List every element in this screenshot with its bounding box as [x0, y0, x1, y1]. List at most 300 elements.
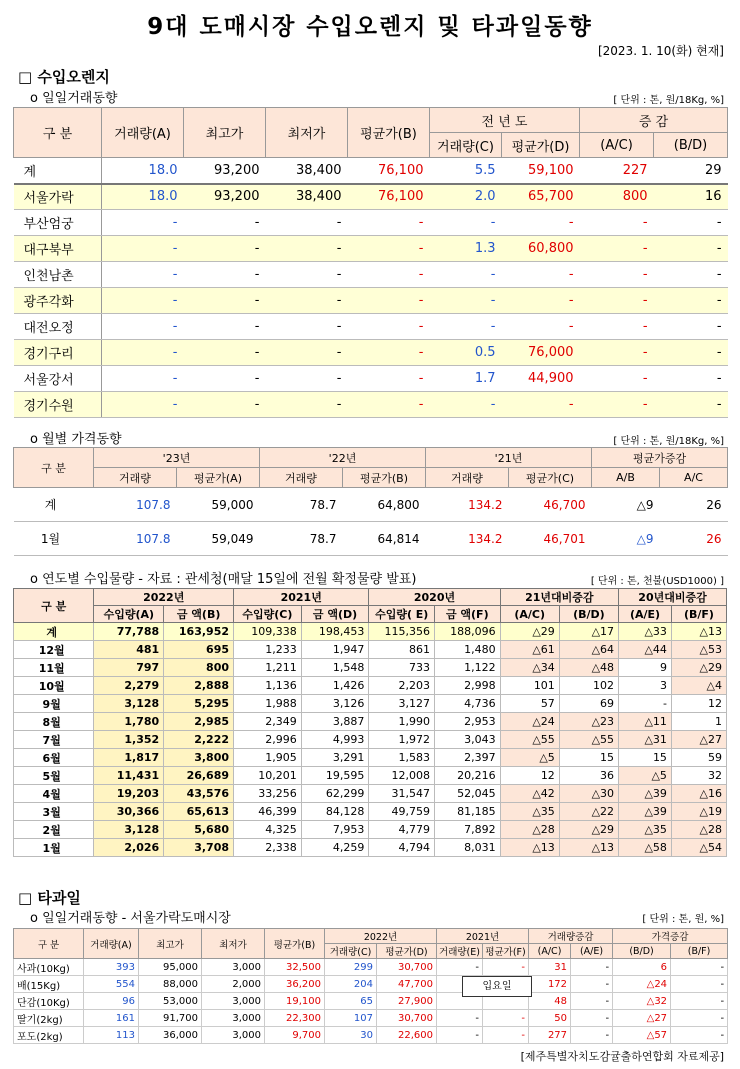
th-prev-year: 전 년 도 [430, 108, 580, 133]
table-cell: - [502, 392, 580, 418]
table-cell: 481 [94, 641, 164, 659]
row-label: 7월 [14, 731, 94, 749]
table-cell: 1,972 [369, 731, 435, 749]
th4-category: 구 분 [14, 929, 84, 959]
th2-category: 구 분 [14, 448, 94, 488]
unit-label-4: [ 단위 : 톤, 원, %] [642, 914, 724, 925]
table-cell: 26 [660, 488, 728, 522]
th2-avg-change: 평균가증감 [592, 448, 728, 468]
th3-2020: 2020년 [369, 589, 500, 606]
row-label: 1월 [14, 839, 94, 857]
table-cell: 26,689 [164, 767, 234, 785]
table-row [14, 785, 727, 803]
table-cell: △55 [500, 731, 559, 749]
table-cell: 77,788 [94, 623, 164, 641]
table-cell: 30,700 [377, 1010, 437, 1027]
table-cell: 12 [671, 695, 726, 713]
table-cell: 7,953 [301, 821, 369, 839]
table-cell: - [266, 340, 348, 366]
table-cell: 49,759 [369, 803, 435, 821]
table-cell: 47,700 [377, 976, 437, 993]
table-cell: 32 [671, 767, 726, 785]
table-cell: △24 [613, 976, 671, 993]
table-cell: - [102, 236, 184, 262]
table-cell: 1,817 [94, 749, 164, 767]
table-cell: 84,128 [301, 803, 369, 821]
table-cell: - [184, 314, 266, 340]
table-cell: 93,200 [184, 158, 266, 184]
table-cell: 3 [619, 677, 672, 695]
table-cell: △39 [619, 785, 672, 803]
table-cell: 30,700 [377, 959, 437, 976]
table-cell: 1,780 [94, 713, 164, 731]
th-ratio-ac: (A/C) [580, 133, 654, 158]
table-cell: - [483, 959, 529, 976]
table-cell: 16 [654, 184, 728, 210]
table-cell: - [502, 262, 580, 288]
table-cell: △13 [671, 623, 726, 641]
table-row [14, 767, 727, 785]
table-row [14, 713, 727, 731]
table-cell: 33,256 [234, 785, 302, 803]
th-category: 구 분 [14, 108, 102, 158]
table-cell: - [266, 392, 348, 418]
orange-monthly-table [13, 447, 728, 556]
table-cell: 4,736 [435, 695, 501, 713]
table-cell: 95,000 [139, 959, 202, 976]
table-cell: 107 [325, 1010, 377, 1027]
orange-import-table [13, 588, 727, 857]
table-row [14, 959, 728, 976]
table-cell: △13 [559, 839, 618, 857]
table-cell: 78.7 [260, 488, 343, 522]
th3-category: 구 분 [14, 589, 94, 623]
table-cell: △42 [500, 785, 559, 803]
table-cell: - [437, 959, 483, 976]
th3-import-e: 수입량( E) [369, 606, 435, 623]
table-cell: 93,200 [184, 184, 266, 210]
th3-import-a: 수입량(A) [94, 606, 164, 623]
th4-2022: 2022년 [325, 929, 437, 944]
table-cell: 57 [500, 695, 559, 713]
row-label: 경기구리 [14, 340, 102, 366]
row-label: 계 [14, 488, 94, 522]
table-cell: - [184, 288, 266, 314]
table-cell: △58 [619, 839, 672, 857]
table-cell: 4,794 [369, 839, 435, 857]
table-cell: - [348, 366, 430, 392]
table-cell: 76,100 [348, 184, 430, 210]
table-cell: △17 [559, 623, 618, 641]
th2-volume: 거래량 [426, 468, 509, 488]
table-cell: 3,043 [435, 731, 501, 749]
table-cell: 69 [559, 695, 618, 713]
table-cell: △19 [671, 803, 726, 821]
table-cell: - [102, 314, 184, 340]
table-cell: 5.5 [430, 158, 502, 184]
table-row [14, 488, 728, 522]
table-cell: - [580, 288, 654, 314]
table-cell: 102 [559, 677, 618, 695]
daily-trade-subheading: o 일일거래동향 [30, 91, 118, 106]
table-row [14, 392, 728, 418]
table-cell: △39 [619, 803, 672, 821]
table-cell: 12 [500, 767, 559, 785]
table-row [14, 288, 728, 314]
table-cell: 3,708 [164, 839, 234, 857]
table-cell: 299 [325, 959, 377, 976]
table-cell: 20,216 [435, 767, 501, 785]
th4-volume-c: 거래량(C) [325, 944, 377, 959]
table-cell: 1,211 [234, 659, 302, 677]
th2-volume: 거래량 [260, 468, 343, 488]
table-cell: 59,100 [502, 158, 580, 184]
table-cell: 46,701 [509, 522, 592, 556]
table-cell: 19,100 [265, 993, 325, 1010]
table-cell: 65,613 [164, 803, 234, 821]
table-cell: 38,400 [266, 158, 348, 184]
table-cell: 18.0 [102, 158, 184, 184]
table-cell: - [102, 288, 184, 314]
table-row [14, 340, 728, 366]
table-cell: 2,026 [94, 839, 164, 857]
table-cell: 2,397 [435, 749, 501, 767]
table-cell: 1,583 [369, 749, 435, 767]
th4-volume-e: 거래량(E) [437, 944, 483, 959]
table-cell: - [671, 993, 728, 1010]
table-cell: - [571, 993, 613, 1010]
table-cell: - [654, 236, 728, 262]
table-cell: 29 [654, 158, 728, 184]
table-cell: - [654, 392, 728, 418]
table-cell: 76,100 [348, 158, 430, 184]
table-cell: 161 [84, 1010, 139, 1027]
table-cell: - [580, 210, 654, 236]
row-label: 서울가락 [14, 184, 102, 210]
table-row [14, 623, 727, 641]
table-cell: 36,000 [139, 1027, 202, 1044]
table-cell: 134.2 [426, 488, 509, 522]
table-cell: 134.2 [426, 522, 509, 556]
table-cell: 2,888 [164, 677, 234, 695]
table-cell: △33 [619, 623, 672, 641]
th-ratio-bd: (B/D) [654, 133, 728, 158]
table-cell: 115,356 [369, 623, 435, 641]
table-cell: △53 [671, 641, 726, 659]
th-change: 증 감 [580, 108, 728, 133]
table-cell: △28 [671, 821, 726, 839]
table-cell: 15 [559, 749, 618, 767]
table-cell: △5 [619, 767, 672, 785]
row-label: 계 [14, 158, 102, 184]
row-label: 사과(10Kg) [14, 959, 84, 976]
table-cell: 59,000 [177, 488, 260, 522]
table-cell: 3,291 [301, 749, 369, 767]
table-cell: 9,700 [265, 1027, 325, 1044]
row-label: 4월 [14, 785, 94, 803]
table-cell: 88,000 [139, 976, 202, 993]
th4-avg-f: 평균가(F) [483, 944, 529, 959]
row-label: 2월 [14, 821, 94, 839]
table-cell: - [102, 392, 184, 418]
table-cell: 11,431 [94, 767, 164, 785]
page-title: 9대 도매시장 수입오렌지 및 타과일동향 [147, 14, 593, 40]
table-cell: △27 [613, 1010, 671, 1027]
row-label: 12월 [14, 641, 94, 659]
table-cell: - [348, 236, 430, 262]
row-label: 대전오정 [14, 314, 102, 340]
table-cell: 2,279 [94, 677, 164, 695]
table-cell: △34 [500, 659, 559, 677]
table-cell: 4,779 [369, 821, 435, 839]
th4-min: 최저가 [202, 929, 265, 959]
table-cell: 227 [580, 158, 654, 184]
table-cell: 12,008 [369, 767, 435, 785]
table-cell: 6 [613, 959, 671, 976]
table-cell: △11 [619, 713, 672, 731]
table-cell: △9 [592, 522, 660, 556]
table-cell: 172 [529, 976, 571, 993]
table-cell: - [184, 210, 266, 236]
table-cell: 861 [369, 641, 435, 659]
th-avg-price-b: 평균가(B) [348, 108, 430, 158]
table-cell: 30,366 [94, 803, 164, 821]
th3-2021: 2021년 [234, 589, 369, 606]
table-row [14, 366, 728, 392]
table-row [14, 158, 728, 184]
table-cell: 64,800 [343, 488, 426, 522]
table-cell: 22,300 [265, 1010, 325, 1027]
table-cell: - [184, 236, 266, 262]
table-cell: △27 [671, 731, 726, 749]
table-cell: 2,998 [435, 677, 501, 695]
table-cell: 188,096 [435, 623, 501, 641]
table-cell: △48 [559, 659, 618, 677]
table-cell: 15 [619, 749, 672, 767]
table-cell: 1.7 [430, 366, 502, 392]
table-cell: - [502, 288, 580, 314]
table-cell: 113 [84, 1027, 139, 1044]
table-cell: - [184, 262, 266, 288]
table-cell: 19,203 [94, 785, 164, 803]
table-cell: 1,480 [435, 641, 501, 659]
table-cell: - [580, 262, 654, 288]
table-cell: - [430, 392, 502, 418]
table-cell: - [266, 210, 348, 236]
yearly-import-subheading: o 연도별 수입물량 - 자료 : 관세청(매달 15일에 전월 확정물량 발표) [30, 572, 417, 587]
table-cell: △22 [559, 803, 618, 821]
table-cell: △57 [613, 1027, 671, 1044]
table-cell: 3,000 [202, 993, 265, 1010]
th4-volume-a: 거래량(A) [84, 929, 139, 959]
th3-import-c: 수입량(C) [234, 606, 302, 623]
th3-amount-f: 금 액(F) [435, 606, 501, 623]
th-min-price: 최저가 [266, 108, 348, 158]
table-cell: 1,136 [234, 677, 302, 695]
table-cell: 26 [660, 522, 728, 556]
table-cell: 9 [619, 659, 672, 677]
table-cell: 31 [529, 959, 571, 976]
orange-daily-table [13, 107, 728, 418]
table-cell: 10,201 [234, 767, 302, 785]
table-cell: 109,338 [234, 623, 302, 641]
table-cell: 4,325 [234, 821, 302, 839]
row-label: 광주각화 [14, 288, 102, 314]
table-cell: 22,600 [377, 1027, 437, 1044]
table-row [14, 184, 728, 210]
table-cell: 101 [500, 677, 559, 695]
table-cell: 3,128 [94, 695, 164, 713]
table-row [14, 731, 727, 749]
table-cell: 46,700 [509, 488, 592, 522]
table-cell: 5,295 [164, 695, 234, 713]
table-row [14, 677, 727, 695]
table-cell: 3,128 [94, 821, 164, 839]
table-cell: - [654, 288, 728, 314]
table-cell: 46,399 [234, 803, 302, 821]
table-cell: △23 [559, 713, 618, 731]
section-other-fruit-heading: □ 타과일 [18, 889, 81, 907]
table-cell: - [102, 210, 184, 236]
table-cell: - [654, 340, 728, 366]
th4-ratio-ac: (A/C) [529, 944, 571, 959]
row-label: 포도(2kg) [14, 1027, 84, 1044]
other-fruit-table [13, 928, 728, 1044]
table-cell: - [580, 236, 654, 262]
table-cell: 30 [325, 1027, 377, 1044]
unit-label-1: [ 단위 : 톤, 원/18Kg, %] [613, 95, 724, 106]
table-cell: - [580, 340, 654, 366]
table-cell: 59 [671, 749, 726, 767]
table-cell: 1,947 [301, 641, 369, 659]
table-cell: △35 [619, 821, 672, 839]
th-volume-c: 거래량(C) [430, 133, 502, 158]
table-cell: 4,259 [301, 839, 369, 857]
table-row [14, 839, 727, 857]
table-cell: - [430, 210, 502, 236]
table-cell: 96 [84, 993, 139, 1010]
row-label: 10월 [14, 677, 94, 695]
table-cell: 53,000 [139, 993, 202, 1010]
table-cell: - [671, 976, 728, 993]
table-cell: 107.8 [94, 488, 177, 522]
table-cell: △55 [559, 731, 618, 749]
row-label: 계 [14, 623, 94, 641]
th-volume-a: 거래량(A) [102, 108, 184, 158]
table-cell: 1.3 [430, 236, 502, 262]
table-cell: 797 [94, 659, 164, 677]
table-cell: - [348, 340, 430, 366]
table-cell: 38,400 [266, 184, 348, 210]
monthly-price-subheading: o 월별 가격동향 [30, 432, 122, 447]
table-cell: - [654, 366, 728, 392]
table-cell: 76,000 [502, 340, 580, 366]
table-row [14, 236, 728, 262]
th2-ratio-ac: A/C [660, 468, 728, 488]
table-row [14, 262, 728, 288]
table-row [14, 659, 727, 677]
table-cell: 3,127 [369, 695, 435, 713]
th4-volume-change: 거래량증감 [529, 929, 613, 944]
table-cell: 2,203 [369, 677, 435, 695]
table-cell: - [348, 210, 430, 236]
row-label: 서울강서 [14, 366, 102, 392]
th4-price-change: 가격증감 [613, 929, 728, 944]
th2-avg-c: 평균가(C) [509, 468, 592, 488]
row-label: 배(15Kg) [14, 976, 84, 993]
table-cell: - [266, 366, 348, 392]
table-cell: 1,988 [234, 695, 302, 713]
th4-ratio-ae: (A/E) [571, 944, 613, 959]
th-avg-price-d: 평균가(D) [502, 133, 580, 158]
table-cell: 3,887 [301, 713, 369, 731]
row-label: 단감(10Kg) [14, 993, 84, 1010]
table-cell: - [266, 262, 348, 288]
table-cell: - [571, 976, 613, 993]
table-cell: 1,233 [234, 641, 302, 659]
table-cell: - [348, 314, 430, 340]
table-cell: - [580, 392, 654, 418]
table-cell: 62,299 [301, 785, 369, 803]
table-cell: 7,892 [435, 821, 501, 839]
table-cell: 1,905 [234, 749, 302, 767]
table-cell: △35 [500, 803, 559, 821]
th3-ratio-ae: (A/E) [619, 606, 672, 623]
table-cell: 65 [325, 993, 377, 1010]
table-cell: - [266, 288, 348, 314]
table-cell: - [654, 262, 728, 288]
table-row [14, 695, 727, 713]
th3-ratio-bd: (B/D) [559, 606, 618, 623]
table-cell: 52,045 [435, 785, 501, 803]
table-cell: △61 [500, 641, 559, 659]
table-cell: 50 [529, 1010, 571, 1027]
table-row [14, 1027, 728, 1044]
table-cell: 5,680 [164, 821, 234, 839]
row-label: 인천남촌 [14, 262, 102, 288]
th2-avg-b: 평균가(B) [343, 468, 426, 488]
table-cell: 393 [84, 959, 139, 976]
table-cell: - [502, 210, 580, 236]
th3-vs20: 20년대비증감 [619, 589, 727, 606]
table-cell: 3,800 [164, 749, 234, 767]
table-cell: - [437, 1027, 483, 1044]
table-cell: 19,595 [301, 767, 369, 785]
table-cell: △9 [592, 488, 660, 522]
th4-ratio-bd: (B/D) [613, 944, 671, 959]
table-cell: - [580, 314, 654, 340]
table-cell: - [266, 236, 348, 262]
table-cell: 2,222 [164, 731, 234, 749]
table-cell: 3,000 [202, 959, 265, 976]
table-cell: △31 [619, 731, 672, 749]
th2-volume: 거래량 [94, 468, 177, 488]
row-label: 대구북부 [14, 236, 102, 262]
table-cell: △54 [671, 839, 726, 857]
table-row [14, 821, 727, 839]
table-cell: 59,049 [177, 522, 260, 556]
table-cell: 2,953 [435, 713, 501, 731]
table-cell: 64,814 [343, 522, 426, 556]
table-cell: - [671, 959, 728, 976]
table-cell: 8,031 [435, 839, 501, 857]
row-label: 8월 [14, 713, 94, 731]
table-row [14, 976, 728, 993]
table-row [14, 749, 727, 767]
table-cell: - [483, 1027, 529, 1044]
th4-avg-d: 평균가(D) [377, 944, 437, 959]
table-cell: - [102, 366, 184, 392]
